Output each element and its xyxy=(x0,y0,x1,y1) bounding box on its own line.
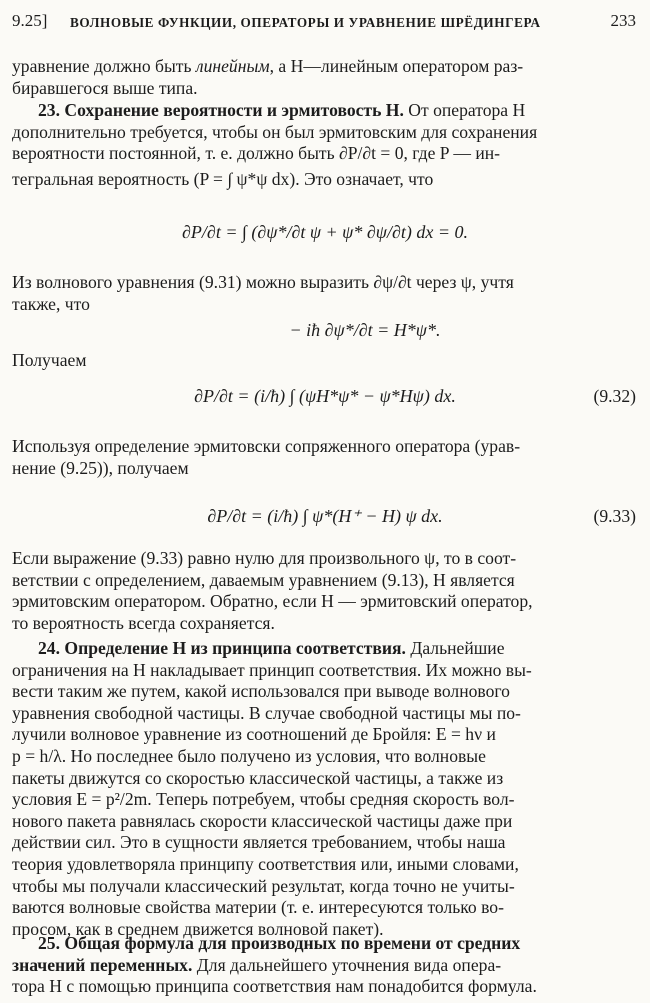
page-number: 233 xyxy=(610,11,636,30)
text-line: 23. Сохранение вероятности и эрмитовость H. От оператора H xyxy=(38,100,526,120)
section-heading: 23. Сохранение вероятности и эрмитовость H. xyxy=(38,100,404,120)
text-line: действии сил. Это в сущности является требованием, чтобы наша xyxy=(12,832,506,853)
equation-number: (9.32) xyxy=(593,386,636,406)
formula: ∂P/∂t = (i/ħ) ∫ (ψH*ψ* − ψ*Hψ) dx. xyxy=(194,386,456,406)
section-25 xyxy=(12,933,638,998)
text-line: p = h/λ. Но последнее было получено из условия, что волновые xyxy=(12,745,486,766)
text-line: просом, как в среднем движется волновой пакет). xyxy=(12,918,384,939)
text-line: чтобы мы получали классический результат, когда точно не учиты- xyxy=(12,875,515,896)
text-line: лучили волновое уравнение из соотношений де Бройля: E = hν и xyxy=(12,724,496,745)
text-line: условия E = p²/2m. Теперь потребуем, чтобы средняя скорость вол- xyxy=(12,789,515,810)
running-header xyxy=(12,10,636,34)
text-line: 24. Определение H из принципа соответствия. Дальнейшие xyxy=(38,638,505,658)
section-heading: 25. Общая формула для производных по времени от средних xyxy=(38,933,521,953)
text-line: эрмитовским оператором. Обратно, если H — эрмитовский оператор, xyxy=(12,591,533,612)
text-line: то вероятность всегда сохраняется. xyxy=(12,612,275,633)
text-line: дополнительно требуется, чтобы он был эрмитовским для сохранения xyxy=(12,121,538,142)
text-line: нового пакета равнялась скорости классической частицы даже при xyxy=(12,810,513,831)
text-line: ваются волновые свойства материи (т. е. интересуются только во- xyxy=(12,897,504,918)
text-line: также, что xyxy=(12,293,90,314)
text-line: уравнения свободной частицы. В случае свободной частицы мы по- xyxy=(12,702,521,723)
equation-number: (9.33) xyxy=(593,506,636,526)
section-ref: 9.25] xyxy=(12,11,48,30)
paragraph xyxy=(12,548,638,634)
text-line: вести таким же путем, какой использовался при выводе волнового xyxy=(12,681,510,702)
paragraph xyxy=(12,350,638,372)
text-line: пакеты движутся со скоростью классической частицы, а также из xyxy=(12,767,504,788)
formula: ∂P/∂t = ∫ (∂ψ*/∂t ψ + ψ* ∂ψ/∂t) dx = 0. xyxy=(182,222,468,242)
formula: ∂P/∂t = (i/ħ) ∫ ψ*(H⁺ − H) ψ dx. xyxy=(207,506,443,526)
section-23 xyxy=(12,100,638,190)
text-line: тора H с помощью принципа соответствия нам понадобится формула. xyxy=(12,976,537,997)
text-line: Получаем xyxy=(12,350,87,370)
formula: − iħ ∂ψ*/∂t = H*ψ*. xyxy=(289,320,441,340)
running-title: ВОЛНОВЫЕ ФУНКЦИИ, ОПЕРАТОРЫ И УРАВНЕНИЕ ШРЁДИНГЕРА xyxy=(70,15,541,30)
paragraph-intro xyxy=(12,56,638,99)
text-line: Используя определение эрмитовски сопряженного оператора (урав- xyxy=(12,436,521,456)
paragraph xyxy=(12,436,638,479)
text-line xyxy=(12,933,638,955)
section-heading: 24. Определение H из принципа соответствия. xyxy=(38,638,406,658)
text-line: вероятности постоянной, т. е. должно быть ∂P/∂t = 0, где P — ин- xyxy=(12,143,501,164)
paragraph xyxy=(12,272,638,315)
text-line: Из волнового уравнения (9.31) можно выразить ∂ψ/∂t через ψ, учтя xyxy=(12,272,514,292)
text-line: тегральная вероятность (P = ∫ ψ*ψ dx). Это означает, что xyxy=(12,168,434,189)
section-24 xyxy=(12,638,638,940)
text-line: ограничения на H накладывает принцип соответствия. Их можно вы- xyxy=(12,659,532,680)
text-line: нение (9.25)), получаем xyxy=(12,457,189,478)
emphasis: линейным xyxy=(195,56,270,76)
text-line: Если выражение (9.33) равно нулю для произвольного ψ, то в соот- xyxy=(12,548,517,568)
text-line: биравшегося выше типа. xyxy=(12,77,198,98)
section-heading-cont: значений переменных. xyxy=(12,954,193,975)
text-line: теория удовлетворяла принципу соответствия или, иными словами, xyxy=(12,853,519,874)
text-line: значений переменных. Для дальнейшего уточнения вида опера- xyxy=(12,954,502,975)
text-line: уравнение должно быть линейным, а H—линейным оператором раз- xyxy=(12,56,524,76)
text-line: ветствии с определением, даваемым уравнением (9.13), H является xyxy=(12,569,515,590)
